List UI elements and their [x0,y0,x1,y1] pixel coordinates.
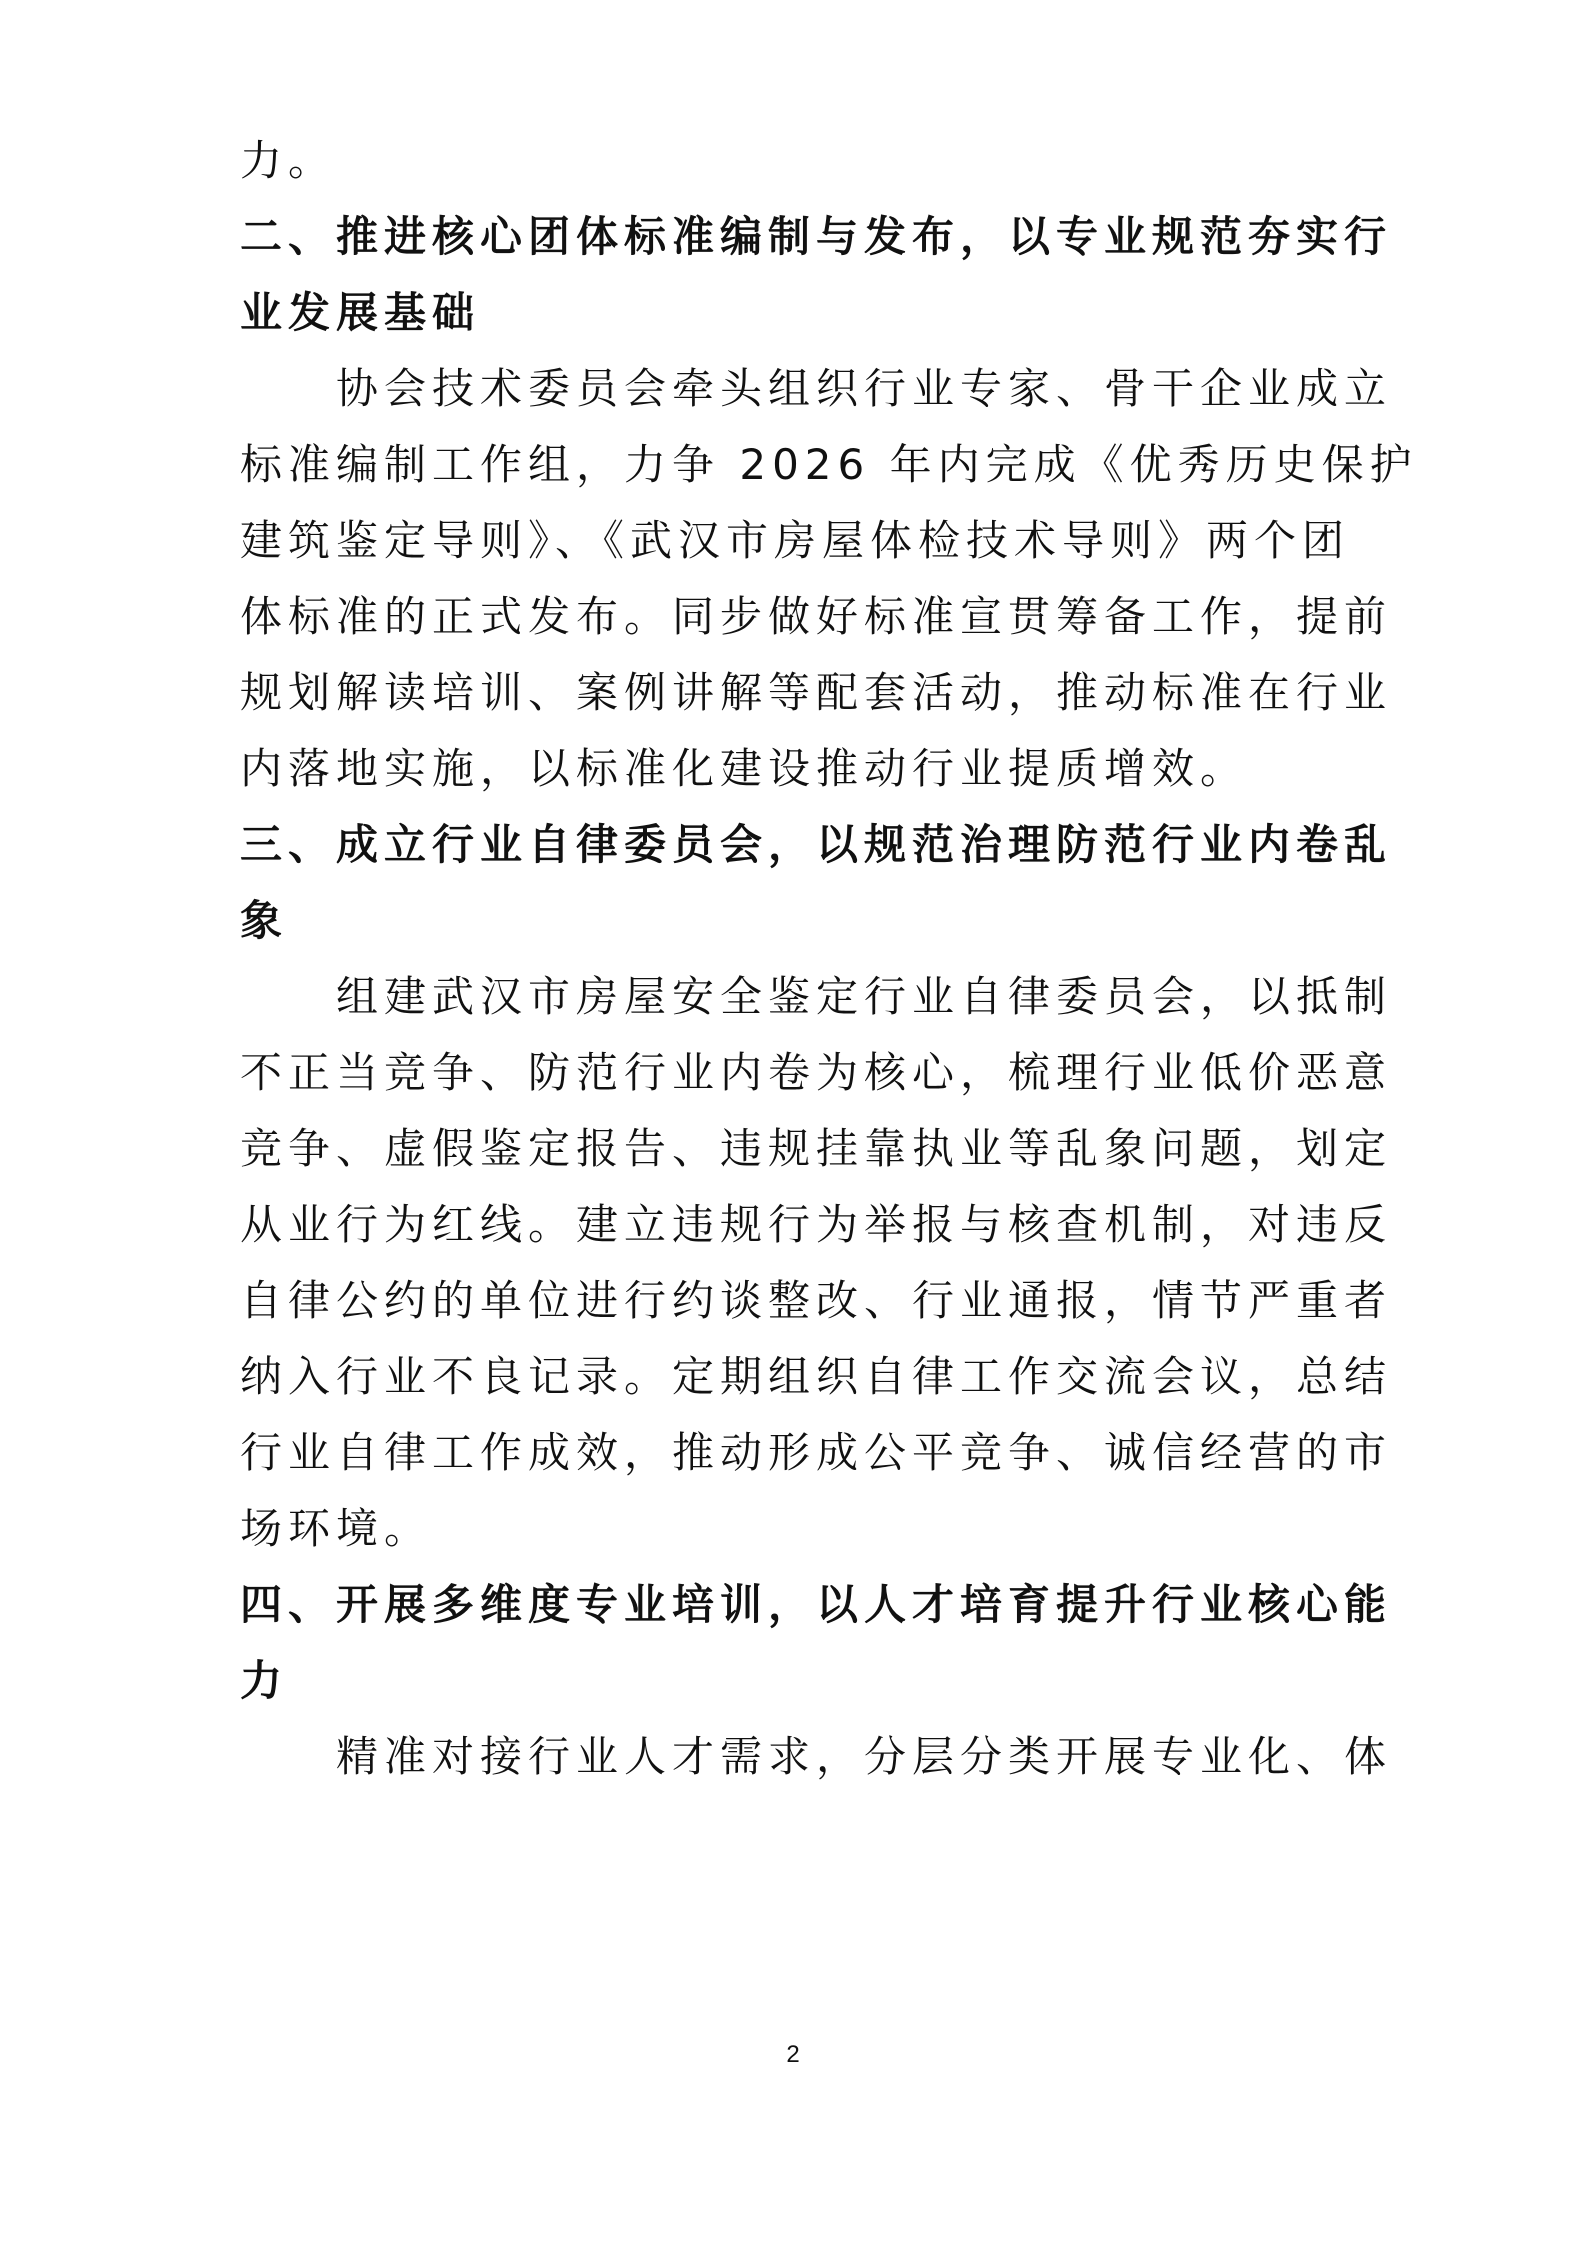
section-heading-line: 二、推进核心团体标准编制与发布，以专业规范夯实行 [240,212,1393,261]
section-heading-line: 力 [240,1656,289,1705]
paragraph-line: 规划解读培训、案例讲解等配套活动，推动标准在行业 [240,668,1393,717]
paragraph-line: 标准编制工作组，力争 2026 年内完成《优秀历史保护 [240,440,1418,489]
paragraph-line: 精准对接行业人才需求，分层分类开展专业化、体 [336,1732,1393,1781]
paragraph-line: 力。 [240,136,337,185]
section-heading-line: 三、成立行业自律委员会，以规范治理防范行业内卷乱 [240,820,1393,869]
section-heading-line: 四、开展多维度专业培训，以人才培育提升行业核心能 [240,1580,1393,1629]
paragraph-line: 竞争、虚假鉴定报告、违规挂靠执业等乱象问题，划定 [240,1124,1393,1173]
page-number: 2 [786,2041,800,2068]
paragraph-line: 不正当竞争、防范行业内卷为核心，梳理行业低价恶意 [240,1048,1393,1097]
paragraph-line: 行业自律工作成效，推动形成公平竞争、诚信经营的市 [240,1428,1393,1477]
paragraph-line: 自律公约的单位进行约谈整改、行业通报，情节严重者 [240,1276,1393,1325]
paragraph-line: 组建武汉市房屋安全鉴定行业自律委员会，以抵制 [336,972,1393,1021]
paragraph-line: 建筑鉴定导则》、《武汉市房屋体检技术导则》两个团 [240,516,1351,565]
section-heading-line: 业发展基础 [240,288,481,337]
section-heading-line: 象 [240,896,289,945]
paragraph-line: 体标准的正式发布。同步做好标准宣贯筹备工作，提前 [240,592,1393,641]
paragraph-line: 纳入行业不良记录。定期组织自律工作交流会议，总结 [240,1352,1393,1401]
paragraph-line: 协会技术委员会牵头组织行业专家、骨干企业成立 [336,364,1393,413]
paragraph-line: 场环境。 [240,1504,433,1553]
paragraph-line: 内落地实施，以标准化建设推动行业提质增效。 [240,744,1249,793]
paragraph-line: 从业行为红线。建立违规行为举报与核查机制，对违反 [240,1200,1393,1249]
